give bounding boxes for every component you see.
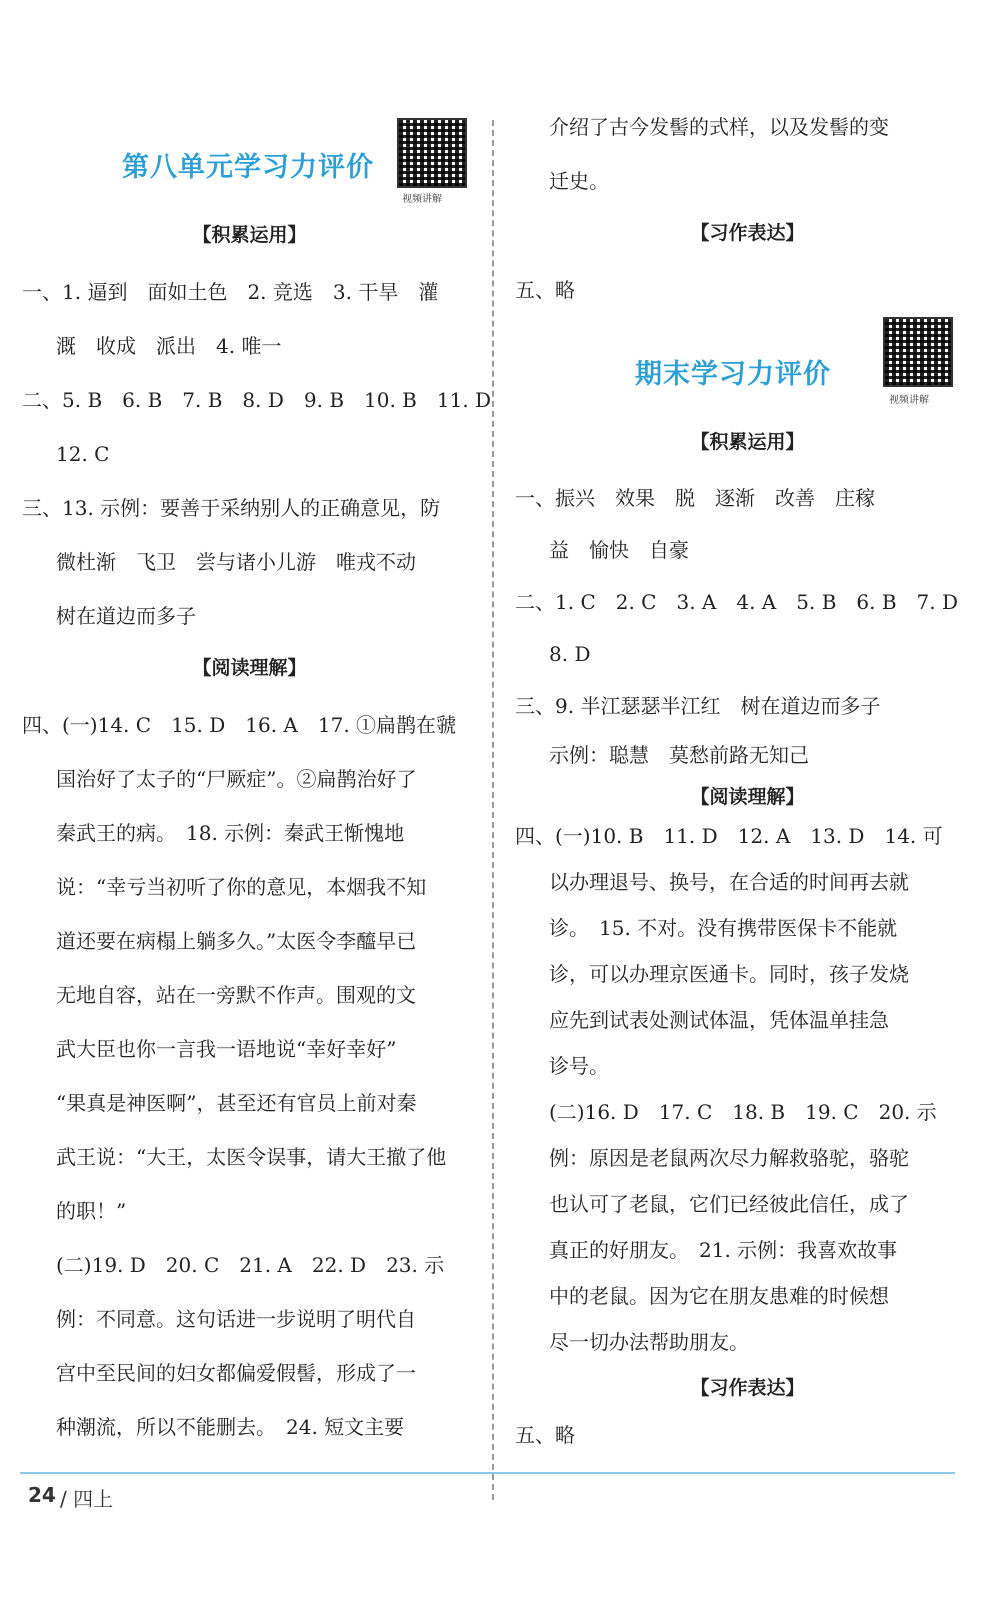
- left-column: [22, 100, 492, 1454]
- answer-line: 无地自容，站在一旁默不作声。围观的文: [56, 983, 416, 1007]
- answer-line: 诊，可以办理京医通卡。同时，孩子发烧: [549, 962, 909, 986]
- answer-line: 诊。 15. 不对。没有携带医保卡不能就: [549, 916, 898, 940]
- answer-line: 示例：聪慧 莫愁前路无知己: [549, 743, 809, 767]
- answer-line: 例：不同意。这句话进一步说明了明代自: [56, 1307, 416, 1331]
- section-reading: 【阅读理解】: [690, 786, 805, 808]
- right-column: [515, 100, 980, 1462]
- answer-line: 三、13. 示例：要善于采纳别人的正确意见，防: [22, 496, 441, 520]
- right-title-row: [515, 317, 980, 417]
- answer-line: (二)16. D 17. C 18. B 19. C 20. 示: [549, 1100, 937, 1124]
- section-writing: 【习作表达】: [690, 222, 805, 244]
- answer-line: 8. D: [549, 642, 591, 666]
- answer-line: 道还要在病榻上躺多久。”太医令李醯早已: [56, 929, 417, 953]
- left-title-row: [22, 100, 477, 210]
- answer-line: 一、振兴 效果 脱 逐渐 改善 庄稼: [515, 486, 875, 510]
- answer-line: 四、(一)14. C 15. D 16. A 17. ①扁鹊在虢: [22, 713, 457, 737]
- answer-line: 以办理退号、换号，在合适的时间再去就: [549, 870, 909, 894]
- answer-line: 诊号。: [549, 1054, 609, 1078]
- section-writing: 【习作表达】: [690, 1377, 805, 1399]
- answer-line: 一、1. 逼到 面如土色 2. 竞选 3. 干旱 灌: [22, 280, 439, 304]
- answer-line: 五、略: [515, 1423, 575, 1447]
- answer-line: 五、略: [515, 278, 575, 302]
- page-number: 24: [28, 1483, 56, 1507]
- answer-line: (二)19. D 20. C 21. A 22. D 23. 示: [56, 1253, 445, 1277]
- answer-line: 宫中至民间的妇女都偏爱假髻，形成了一: [56, 1361, 416, 1385]
- answer-line: 二、5. B 6. B 7. B 8. D 9. B 10. B 11. D: [22, 388, 492, 412]
- answer-line: 迁史。: [549, 169, 609, 193]
- qr-code-icon[interactable]: [883, 317, 953, 387]
- section-accumulation: 【积累运用】: [192, 224, 307, 246]
- answer-line: 四、(一)10. B 11. D 12. A 13. D 14. 可: [515, 824, 943, 848]
- final-title: 期末学习力评价: [635, 359, 831, 390]
- answer-line: 秦武王的病。 18. 示例：秦武王惭愧地: [56, 821, 405, 845]
- answer-line: “果真是神医啊”，甚至还有官员上前对秦: [56, 1091, 417, 1115]
- answer-line: 例：原因是老鼠两次尽力解救骆驼，骆驼: [549, 1146, 909, 1170]
- answer-line: 微杜渐 飞卫 尝与诸小儿游 唯戎不动: [56, 550, 416, 574]
- answer-line: 中的老鼠。因为它在朋友患难的时候想: [549, 1284, 889, 1308]
- answer-line: 武王说：“大王，太医令误事，请大王撤了他: [56, 1145, 447, 1169]
- grade-label: / 四上: [60, 1487, 114, 1511]
- answer-line: 也认可了老鼠，它们已经彼此信任，成了: [549, 1192, 909, 1216]
- qr-code-icon[interactable]: [397, 118, 467, 188]
- unit8-title: 第八单元学习力评价: [122, 152, 374, 183]
- answer-line: 介绍了古今发髻的式样，以及发髻的变: [549, 115, 889, 139]
- answer-line: 溉 收成 派出 4. 唯一: [56, 334, 282, 358]
- answer-line: 应先到试表处测试体温，凭体温单挂急: [549, 1008, 889, 1032]
- answer-line: 树在道边而多子: [56, 604, 196, 628]
- answer-line: 的职！”: [56, 1199, 127, 1223]
- answer-line: 真正的好朋友。 21. 示例：我喜欢故事: [549, 1238, 898, 1262]
- answer-line: 武大臣也你一言我一语地说“幸好幸好”: [56, 1037, 397, 1061]
- answer-line: 12. C: [56, 442, 110, 466]
- section-reading: 【阅读理解】: [192, 657, 307, 679]
- section-accumulation: 【积累运用】: [690, 431, 805, 453]
- answer-line: 国治好了太子的“尸厥症”。②扁鹊治好了: [56, 767, 417, 791]
- answer-line: 说：“幸亏当初听了你的意见，本烟我不知: [56, 875, 427, 899]
- qr-label: 视频讲解: [402, 194, 442, 205]
- answer-line: 尽一切办法帮助朋友。: [549, 1330, 749, 1354]
- answer-line: 三、9. 半江瑟瑟半江红 树在道边而多子: [515, 694, 881, 718]
- column-divider: [492, 120, 494, 1500]
- footer-rule: [20, 1472, 955, 1474]
- qr-label: 视频讲解: [889, 395, 929, 406]
- answer-line: 种潮流，所以不能删去。 24. 短文主要: [56, 1415, 405, 1439]
- answer-line: 益 愉快 自豪: [549, 538, 689, 562]
- answer-line: 二、1. C 2. C 3. A 4. A 5. B 6. B 7. D: [515, 590, 958, 614]
